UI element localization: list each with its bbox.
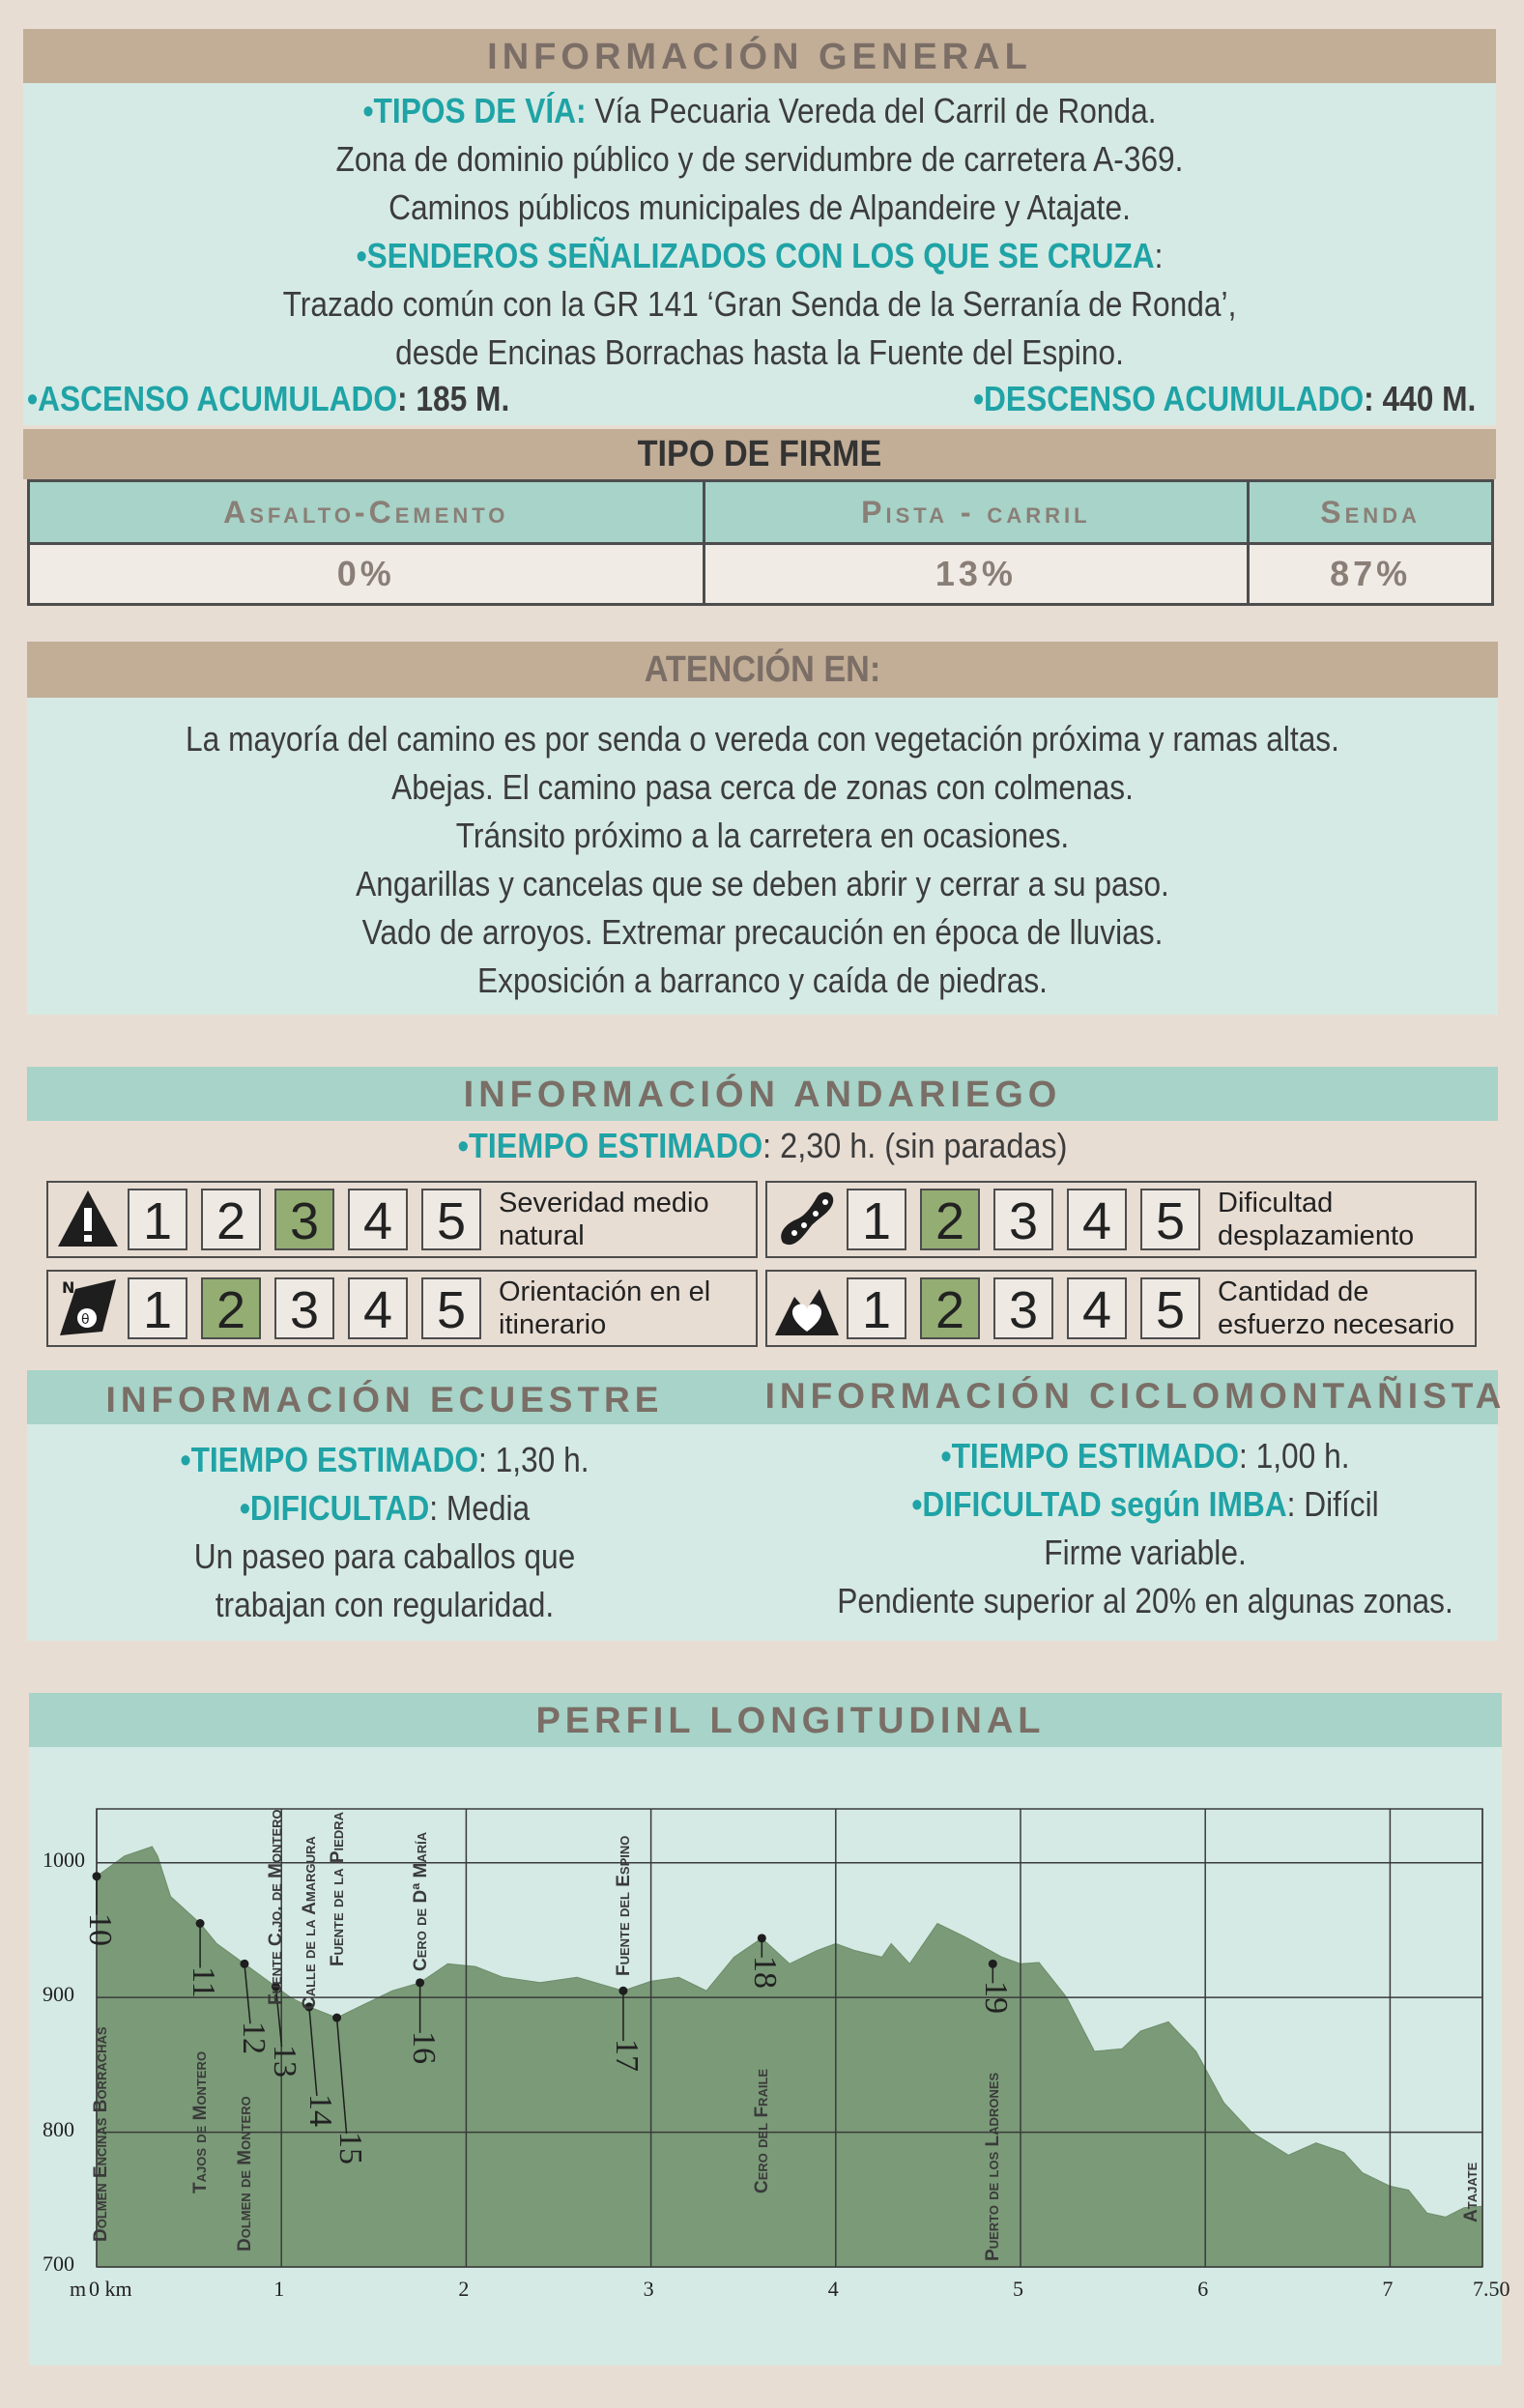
rating-orientacion-2: 2 <box>201 1277 261 1339</box>
waypoint-name: Calle de la Amargura <box>299 1836 320 2010</box>
rating-desplazamiento-label-2: desplazamiento <box>1218 1220 1415 1251</box>
rating-severidad-4: 4 <box>348 1189 408 1250</box>
rating-severidad-label-1: Severidad medio <box>499 1188 709 1218</box>
waypoint-name: Tajos de Montero <box>190 2050 212 2193</box>
firme-value-pista: 13% <box>704 544 1249 605</box>
waypoint-number: 15 <box>331 2132 368 2165</box>
senderos-label: SENDEROS SEÑALIZADOS CON LOS QUE SE CRUZA <box>366 236 1155 275</box>
rating-desplazamiento-label-1: Dificultad <box>1218 1188 1334 1218</box>
svg-text:θ: θ <box>81 1312 90 1328</box>
rating-esfuerzo-4: 4 <box>1067 1277 1127 1339</box>
rating-orientacion-3: 3 <box>274 1277 334 1339</box>
bullet: • <box>356 236 367 275</box>
waypoint-number: 14 <box>302 2093 338 2127</box>
ecuestre-dificultad-value: : Media <box>429 1488 531 1528</box>
firme-title: TIPO DE FIRME <box>637 434 882 474</box>
atencion-title: ATENCIÓN EN: <box>644 649 881 690</box>
waypoint-name: Cero de Dª María <box>410 1831 431 1971</box>
rating-desplazamiento-4: 4 <box>1067 1189 1127 1250</box>
ciclo-dificultad-value: : Difícil <box>1286 1484 1379 1524</box>
ciclo-tiempo-label: TIEMPO ESTIMADO <box>951 1436 1240 1476</box>
ciclo-dificultad-label: DIFICULTAD según IMBA <box>922 1484 1287 1524</box>
ecuestre-tiempo-label: TIEMPO ESTIMADO <box>190 1440 479 1479</box>
rating-orientacion-label-2: itinerario <box>499 1309 607 1340</box>
waypoint-name: Cero del Fraile <box>752 2068 773 2193</box>
waypoint-number: 16 <box>405 2030 442 2064</box>
ecuestre-dificultad-label: DIFICULTAD <box>249 1488 430 1528</box>
waypoint-name: Dolmen Encinas Borrachas <box>91 2026 111 2242</box>
y-tick-label: 700 <box>43 2251 74 2276</box>
rating-orientacion-1: 1 <box>128 1277 187 1339</box>
general-title: INFORMACIÓN GENERAL <box>487 37 1032 77</box>
perfil-title: PERFIL LONGITUDINAL <box>535 1701 1046 1741</box>
waypoint-number: 13 <box>267 2045 303 2078</box>
rating-severidad-3: 3 <box>274 1189 334 1250</box>
ecuestre-line-3: Un paseo para caballos que <box>193 1536 576 1576</box>
bullet: • <box>911 1484 923 1524</box>
x-tick-label: 4 <box>827 2277 839 2301</box>
ascenso-value: : 185 M. <box>397 379 510 418</box>
svg-text:N: N <box>62 1278 75 1297</box>
rating-orientacion-5: 5 <box>421 1277 481 1339</box>
rating-esfuerzo-label-2: esfuerzo necesario <box>1218 1309 1455 1340</box>
firme-header-asfalto: Asfalto-Cemento <box>29 481 704 544</box>
waypoint-name: Dolmen de Montero <box>234 2096 255 2251</box>
waypoint-name: Fuente del Espino <box>613 1835 634 1976</box>
waypoint-number: 12 <box>235 2021 272 2055</box>
general-line-2: Zona de dominio público y de servidumbre de carretera A-369. <box>335 139 1184 179</box>
x-tick-label: 6 <box>1197 2277 1209 2301</box>
descenso-label: DESCENSO ACUMULADO <box>983 379 1364 418</box>
senderos-colon: : <box>1154 236 1164 275</box>
atencion-line-4: Angarillas y cancelas que se deben abrir y cerrar a su paso. <box>356 864 1169 903</box>
rating-desplazamiento-5: 5 <box>1140 1189 1200 1250</box>
waypoint-name: Atajate <box>1461 2162 1481 2222</box>
rating-desplazamiento-2: 2 <box>920 1189 980 1250</box>
rating-severidad-label-2: natural <box>499 1220 585 1251</box>
firme-header-senda: Senda <box>1249 481 1493 544</box>
general-line-5: Trazado común con la GR 141 ‘Gran Senda de la Serranía de Ronda’, <box>282 284 1237 324</box>
x-tick-label: 3 <box>643 2277 654 2301</box>
x-tick-label: 1 <box>273 2277 285 2301</box>
ciclo-line-4: Pendiente superior al 20% en algunas zonas. <box>837 1581 1453 1620</box>
andariego-title: INFORMACIÓN ANDARIEGO <box>463 1075 1062 1115</box>
waypoint-number: 19 <box>978 1981 1015 2015</box>
x-tick-label: 7.50 <box>1473 2277 1510 2301</box>
bullet: • <box>27 379 39 418</box>
andariego-tiempo-label: TIEMPO ESTIMADO <box>468 1126 763 1165</box>
rating-severidad-1: 1 <box>128 1189 187 1250</box>
y-tick-label: 800 <box>43 2116 74 2141</box>
atencion-line-5: Vado de arroyos. Extremar precaución en época de lluvias. <box>361 912 1164 952</box>
bullet: • <box>180 1440 191 1479</box>
atencion-line-2: Abejas. El camino pasa cerca de zonas con colmenas. <box>391 767 1134 807</box>
waypoint-name: Fuente C.jo. de Montero <box>266 1809 287 2005</box>
rating-esfuerzo-2: 2 <box>920 1277 980 1339</box>
rating-esfuerzo-3: 3 <box>993 1277 1053 1339</box>
ecuestre-title: INFORMACIÓN ECUESTRE <box>105 1380 664 1419</box>
rating-esfuerzo-5: 5 <box>1140 1277 1200 1339</box>
general-line-3: Caminos públicos municipales de Alpandeire y Atajate. <box>388 187 1131 227</box>
waypoint-number: 10 <box>82 1912 118 1946</box>
ecuestre-line-4: trabajan con regularidad. <box>215 1585 555 1624</box>
ascenso-label: ASCENSO ACUMULADO <box>38 379 398 418</box>
waypoint-name: Puerto de los Ladrones <box>983 2072 1004 2261</box>
bullet: • <box>972 379 984 418</box>
x-tick-label: 7 <box>1382 2277 1394 2301</box>
y-tick-label: 1000 <box>43 1847 85 1872</box>
general-line-6: desde Encinas Borrachas hasta la Fuente del Espino. <box>395 332 1124 372</box>
x-unit-label: m <box>70 2277 87 2301</box>
atencion-line-6: Exposición a barranco y caída de piedras. <box>477 960 1048 1000</box>
rating-desplazamiento-1: 1 <box>847 1189 906 1250</box>
rating-esfuerzo-1: 1 <box>847 1277 906 1339</box>
waypoint-number: 11 <box>186 1965 222 1998</box>
x-tick-label: 0 km <box>89 2277 132 2301</box>
rating-esfuerzo-label-1: Cantidad de <box>1218 1276 1369 1307</box>
y-tick-label: 900 <box>43 1982 74 2007</box>
bullet: • <box>457 1126 469 1165</box>
x-tick-label: 5 <box>1013 2277 1023 2301</box>
ciclo-title: INFORMACIÓN CICLOMONTAÑISTA <box>764 1376 1507 1416</box>
bullet: • <box>239 1488 250 1528</box>
rating-severidad-2: 2 <box>201 1189 261 1250</box>
atencion-line-1: La mayoría del camino es por senda o vereda con vegetación próxima y ramas altas. <box>186 719 1339 759</box>
atencion-line-3: Tránsito próximo a la carretera en ocasiones. <box>455 816 1070 855</box>
ciclo-tiempo-value: : 1,00 h. <box>1239 1436 1350 1476</box>
andariego-tiempo-value: : 2,30 h. (sin paradas) <box>762 1126 1068 1165</box>
tipos-text: Vía Pecuaria Vereda del Carril de Ronda. <box>586 91 1157 130</box>
bullet: • <box>362 91 374 130</box>
waypoint-number: 18 <box>747 1955 784 1989</box>
rating-severidad-5: 5 <box>421 1189 481 1250</box>
rating-orientacion-4: 4 <box>348 1277 408 1339</box>
x-tick-label: 2 <box>458 2277 470 2301</box>
tipos-label: TIPOS DE VÍA: <box>373 91 587 130</box>
waypoint-number: 17 <box>608 2039 645 2073</box>
firme-value-asfalto: 0% <box>29 544 704 605</box>
firme-value-senda: 87% <box>1249 544 1493 605</box>
rating-orientacion-label-1: Orientación en el <box>499 1276 711 1307</box>
ecuestre-tiempo-value: : 1,30 h. <box>478 1440 589 1479</box>
ciclo-line-3: Firme variable. <box>1044 1533 1247 1572</box>
descenso-value: : 440 M. <box>1363 379 1476 418</box>
waypoint-name: Fuente de la Piedra <box>327 1811 348 1966</box>
rating-desplazamiento-3: 3 <box>993 1189 1053 1250</box>
bullet: • <box>940 1436 952 1476</box>
firme-header-pista: Pista - carril <box>704 481 1249 544</box>
